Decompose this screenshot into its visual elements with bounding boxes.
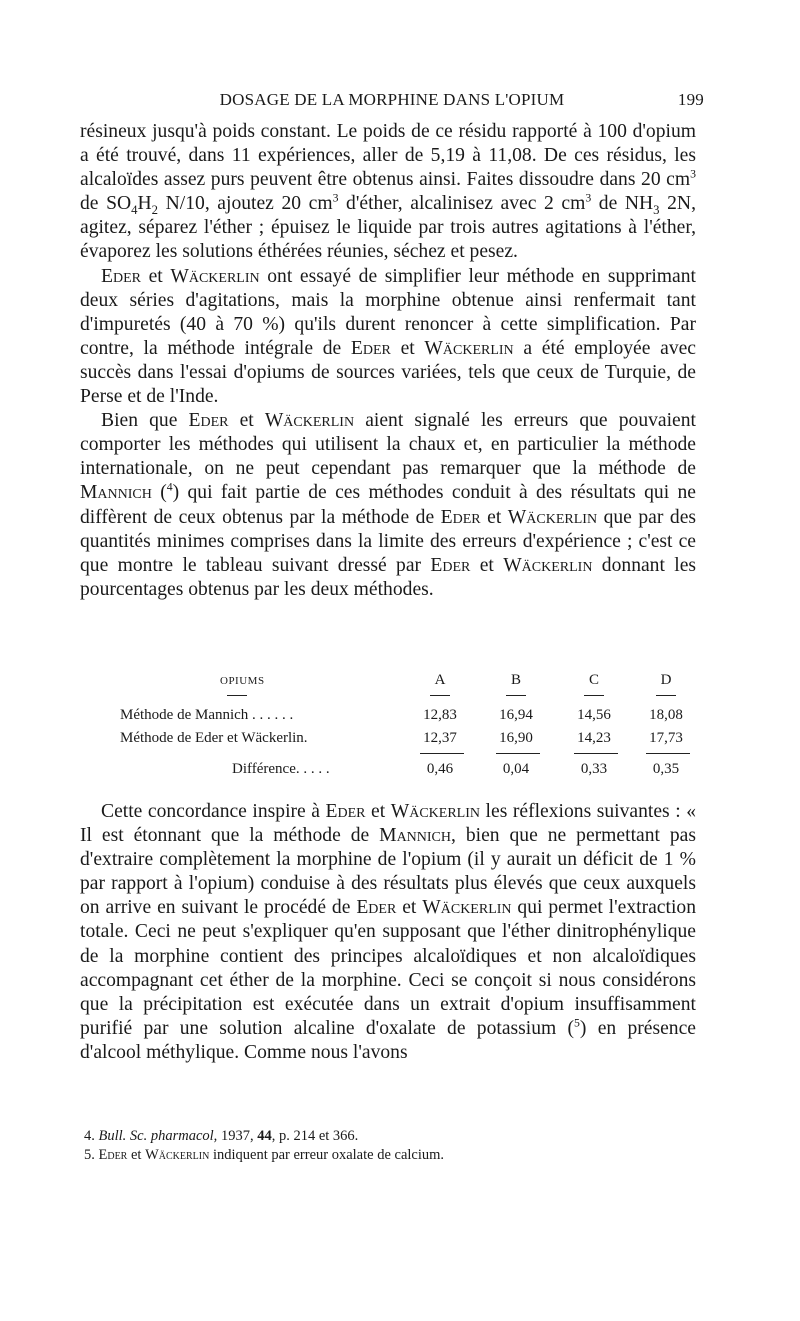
footnotes xyxy=(80,1127,696,1165)
paragraph-4: Cette concordance inspire à Eder et Wäckerlin les réflexions suivantes : « Il est étonnant que la méthode de Mannich, bien que ne permettant pas d'extraire complètement la morphine de l'opium (il y aurait un déficit de 1 % par rapport à l'opium) conduise à des résultats plus élevés que ceux auxquels on arrive en suivant le procédé de Eder et Wäckerlin qui permet l'extraction totale. Ceci ne peut s'expliquer qu'en supposant que l'éther dinitrophénylique de la morphine contient des principes alcaloïdiques et non alcaloïdiques accompagnant cet éther de la morphine. Ceci se conçoit si nous considérons que la précipitation est exécutée dans un extrait d'opium insuffisamment purifié par une solution alcaline d'oxalate de potassium ($^5$) en présence d'alcool méthylique. Comme nous l'avons xyxy=(80,801,696,1063)
footnote-5: 5. Eder et Wäckerlin indiquent par erreur oxalate de calcium. xyxy=(84,1147,445,1163)
table-cell: 14,23 xyxy=(577,730,611,746)
dash xyxy=(506,695,526,696)
table-header-a: A xyxy=(434,672,446,688)
table-header-c: C xyxy=(588,672,599,688)
dash xyxy=(430,695,450,696)
table-cell: 17,73 xyxy=(649,730,683,746)
table-cell: 0,33 xyxy=(580,761,608,777)
table-cell: 14,56 xyxy=(577,707,611,723)
paragraph-1: résineux jusqu'à poids constant. Le poids de ce résidu rapporté à 100 d'opium a été trouvé, dans 11 expériences, aller de 5,19 à 11,08. De ces résidus, les alcaloïdes assez purs peuvent être obtenus ainsi. Faites dissoudre dans 20 $cm^3$ de $SO_4H_2$ N/10, ajoutez 20 $cm^3$ d'éther, alcalinisez avec 2 $cm^3$ de $NH_3$ 2N, agitez, séparez l'éther ; épuisez le liquide par trois autres agitations à l'éther, évaporez les solutions éthérées réunies, séchez et pesez. xyxy=(80,121,696,263)
running-title: DOSAGE DE LA MORPHINE DANS L'OPIUM xyxy=(219,90,565,109)
footnote-4: 4. Bull. Sc. pharmacol, 1937, 44, p. 214 et 366. xyxy=(84,1128,359,1144)
footnote-ref-5: 5 xyxy=(574,1016,580,1030)
footnote-ref-4: 4 xyxy=(166,480,173,494)
dash xyxy=(584,695,604,696)
table-cell: 18,08 xyxy=(649,707,683,723)
rule xyxy=(420,753,464,754)
body-text-2 xyxy=(80,800,696,1065)
header-dashes xyxy=(80,695,696,707)
table-cell: 0,35 xyxy=(652,761,680,777)
table-cell: 12,37 xyxy=(423,730,457,746)
sum-rules xyxy=(80,753,696,761)
table-row-difference xyxy=(80,761,696,784)
table-cell: 0,46 xyxy=(426,761,454,777)
table-cell: 16,90 xyxy=(499,730,533,746)
table-cell: 12,83 xyxy=(423,707,457,723)
page-number: 199 xyxy=(677,90,704,109)
table-header-row xyxy=(80,672,696,695)
row-label-difference: Différence. . . . . xyxy=(232,761,330,777)
dash xyxy=(227,695,247,696)
rule xyxy=(574,753,618,754)
body-text xyxy=(80,120,696,602)
results-table xyxy=(80,672,696,784)
row-label-eder: Méthode de Eder et Wäckerlin. xyxy=(120,730,308,746)
table-cell: 0,04 xyxy=(502,761,530,777)
table-cell: 16,94 xyxy=(499,707,533,723)
dash xyxy=(656,695,676,696)
row-label-mannich: Méthode de Mannich . . . . . . xyxy=(120,707,294,723)
table-header-opiums: OPIUMS xyxy=(220,675,265,687)
paragraph-3: Bien que Eder et Wäckerlin aient signalé les erreurs que pouvaient comporter les méthodes qui utilisent la chaux et, en particulier la méthode internationale, on ne peut cependant pas remarquer que la méthode de Mannich ($^4$) qui fait partie de ces méthodes conduit à des résultats qui ne diffèrent de ceux obtenus par la méthode de Eder et Wäckerlin que par des quantités minimes comprises dans la limite des erreurs d'expérience ; c'est ce que montre le tableau suivant dressé par Eder et Wäckerlin donnant les pourcentages obtenus par les deux méthodes. xyxy=(80,410,697,600)
rule xyxy=(646,753,690,754)
rule xyxy=(496,753,540,754)
table-header-d: D xyxy=(660,672,672,688)
table-row xyxy=(80,707,696,730)
paragraph-2: Eder et Wäckerlin ont essayé de simplifier leur méthode en supprimant deux séries d'agitations, mais la morphine obtenue ainsi renfermait tant d'impuretés (40 à 70 %) qu'ils durent renoncer à cette simplification. Par contre, la méthode intégrale de Eder et Wäckerlin a été employée avec succès dans l'essai d'opiums de sources variées, tels que ceux de Turquie, de Perse et de l'Inde. xyxy=(80,265,697,408)
table-row xyxy=(80,730,696,753)
table-header-b: B xyxy=(510,672,521,688)
